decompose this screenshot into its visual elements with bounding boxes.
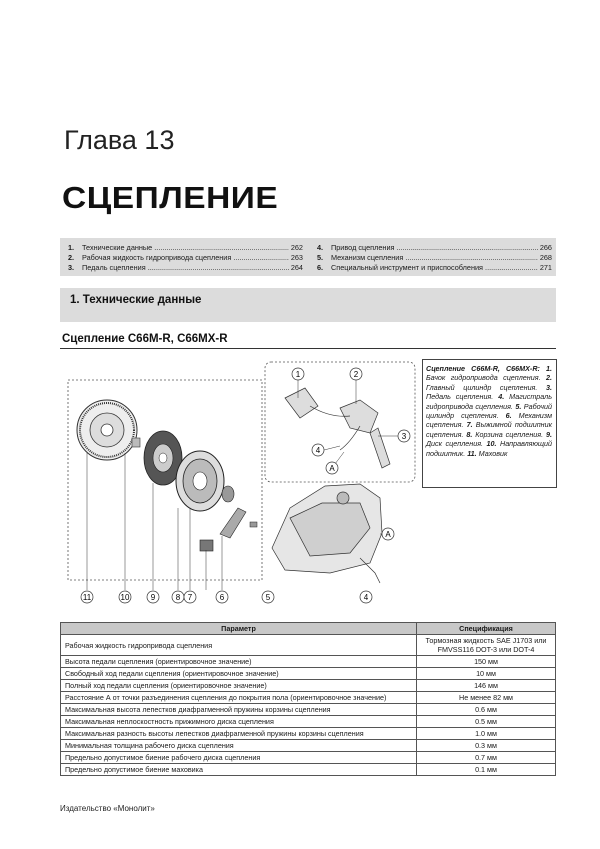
toc-page: 262 — [290, 243, 303, 252]
caption-item: 2. Главный цилиндр сцепления. — [426, 373, 552, 392]
svg-text:6: 6 — [219, 593, 225, 602]
callout — [360, 591, 372, 603]
table-row — [61, 740, 556, 752]
value-cell: 0.6 мм — [417, 704, 556, 716]
toc-title: Специальный инструмент и приспособления ..... — [331, 263, 538, 273]
svg-text:3: 3 — [401, 432, 407, 441]
value-cell: 146 мм — [417, 680, 556, 692]
callout — [326, 462, 338, 474]
toc-title: Механизм сцепления ..... — [331, 253, 538, 263]
toc-num: 6. — [317, 263, 324, 272]
table-row — [61, 764, 556, 776]
value-cell: 150 мм — [417, 656, 556, 668]
section-title: 1. Технические данные — [70, 294, 202, 306]
table-row — [61, 728, 556, 740]
caption-item: 8. Корзина сцепления. — [466, 429, 544, 439]
pedal-assembly-frame — [265, 362, 415, 482]
param-cell: Предельно допустимое биение маховика — [61, 764, 417, 776]
callout — [184, 591, 196, 603]
value-cell: 0.7 мм — [417, 752, 556, 764]
value-cell: Не менее 82 мм — [417, 692, 556, 704]
toc-num: 2. — [68, 253, 75, 262]
toc-num: 3. — [68, 263, 75, 272]
figure-caption — [426, 364, 552, 458]
caption-item: 3. Педаль сцепления. — [426, 382, 552, 402]
callout — [147, 591, 159, 603]
transmission-drawing — [272, 484, 382, 583]
toc-num: 4. — [317, 243, 324, 252]
toc-item[interactable] — [317, 243, 552, 253]
param-cell: Максимальная высота лепестков диафрагменной пружины корзины сцепления — [61, 704, 417, 716]
table-row — [61, 680, 556, 692]
caption-item: 11. Маховик — [467, 448, 508, 458]
toc-page: 264 — [290, 263, 303, 272]
caption-item: 10. Направляющий подшипник. — [426, 439, 553, 458]
param-cell: Минимальная толщина рабочего диска сцепления — [61, 740, 417, 752]
callout — [81, 591, 93, 603]
callout — [262, 591, 274, 603]
svg-text:A: A — [329, 464, 335, 473]
toc-page: 271 — [539, 263, 552, 272]
column-header-parameter: Параметр — [61, 623, 417, 635]
callout — [172, 591, 184, 603]
param-cell: Высота педали сцепления (ориентировочное значение) — [61, 656, 417, 668]
value-cell: 0.5 мм — [417, 716, 556, 728]
param-cell: Предельно допустимое биение рабочего диска сцепления — [61, 752, 417, 764]
param-cell: Расстояние А от точки разъединения сцепления до покрытия пола (ориентировочное значение) — [61, 692, 417, 704]
svg-text:4: 4 — [363, 593, 369, 602]
table-row — [61, 704, 556, 716]
svg-text:9: 9 — [150, 593, 156, 602]
caption-item: 9. Диск сцепления. — [426, 429, 552, 449]
toc-page: 268 — [539, 253, 552, 262]
table-row — [61, 656, 556, 668]
flywheel-drawing — [77, 400, 137, 460]
value-cell: 10 мм — [417, 668, 556, 680]
value-cell: 1.0 мм — [417, 728, 556, 740]
specifications-table — [60, 622, 556, 776]
release-fork-drawing — [220, 508, 246, 538]
column-header-specification: Спецификация — [417, 623, 556, 635]
toc-item[interactable] — [317, 253, 552, 263]
toc-page: 263 — [290, 253, 303, 262]
svg-text:5: 5 — [265, 593, 271, 602]
param-cell: Максимальная разность высоты лепестков диафрагменной пружины корзины сцепления — [61, 728, 417, 740]
callout — [382, 528, 394, 540]
svg-text:2: 2 — [353, 370, 359, 379]
table-row — [61, 692, 556, 704]
param-cell: Свободный ход педали сцепления (ориентировочное значение) — [61, 668, 417, 680]
param-cell: Полный ход педали сцепления (ориентировочное значение) — [61, 680, 417, 692]
svg-text:1: 1 — [295, 370, 301, 379]
caption-head: Сцепление C66M-R, C66MX-R: — [426, 364, 540, 373]
toc-item[interactable] — [317, 263, 552, 273]
toc-title: Технические данные ..... — [82, 243, 289, 253]
table-of-contents — [60, 238, 556, 276]
caption-item: 7. Выжимной подшипник сцепления. — [426, 420, 553, 439]
caption-item: 5. Рабочий цилиндр сцепления. — [426, 401, 553, 421]
toc-page: 266 — [539, 243, 552, 252]
svg-text:4: 4 — [315, 446, 321, 455]
callout — [216, 591, 228, 603]
caption-item: 6. Механизм сцепления. — [426, 411, 552, 430]
toc-item[interactable] — [68, 263, 303, 273]
svg-text:10: 10 — [120, 593, 130, 602]
publisher-footer: Издательство «Монолит» — [60, 804, 155, 813]
toc-item[interactable] — [68, 243, 303, 253]
svg-text:A: A — [385, 530, 391, 539]
svg-text:7: 7 — [187, 593, 193, 602]
page-title: СЦЕПЛЕНИЕ — [62, 180, 279, 215]
table-row — [61, 668, 556, 680]
callout — [312, 444, 324, 456]
pressure-plate-drawing — [176, 451, 224, 511]
table-row — [61, 635, 556, 656]
table-row — [61, 716, 556, 728]
toc-title: Привод сцепления ..... — [331, 243, 538, 253]
svg-text:11: 11 — [82, 593, 92, 602]
toc-title: Педаль сцепления ..... — [82, 263, 289, 273]
table-header-row — [61, 623, 556, 635]
toc-title: Рабочая жидкость гидропривода сцепления ..... — [82, 253, 289, 263]
value-cell: 0.3 мм — [417, 740, 556, 752]
toc-num: 5. — [317, 253, 324, 262]
figure-title-rule — [60, 348, 556, 349]
param-cell: Рабочая жидкость гидропривода сцепления — [61, 635, 417, 656]
value-cell: 0.1 мм — [417, 764, 556, 776]
callout — [350, 368, 362, 380]
toc-item[interactable] — [68, 253, 303, 263]
callout — [292, 368, 304, 380]
table-row — [61, 752, 556, 764]
caption-item: 4. Магистраль гидропривода сцепления. — [426, 392, 553, 411]
release-bearing-drawing — [222, 486, 234, 502]
chapter-label: Глава 13 — [64, 125, 175, 155]
svg-text:8: 8 — [175, 593, 181, 602]
pilot-bearing-drawing — [132, 438, 140, 447]
pedal-assembly-drawing — [285, 388, 390, 468]
clutch-diagram — [60, 358, 422, 608]
param-cell: Максимальная неплоскостность прижимного диска сцепления — [61, 716, 417, 728]
toc-num: 1. — [68, 243, 75, 252]
callout — [398, 430, 410, 442]
value-cell: Тормозная жидкость SAE J1703 или FMVSS116 DOT-3 или DOT-4 — [417, 635, 556, 656]
figure-title: Сцепление C66M-R, C66MX-R — [62, 333, 228, 345]
callout — [119, 591, 131, 603]
caption-item: 1. Бачок гидропривода сцепления. — [426, 364, 553, 383]
